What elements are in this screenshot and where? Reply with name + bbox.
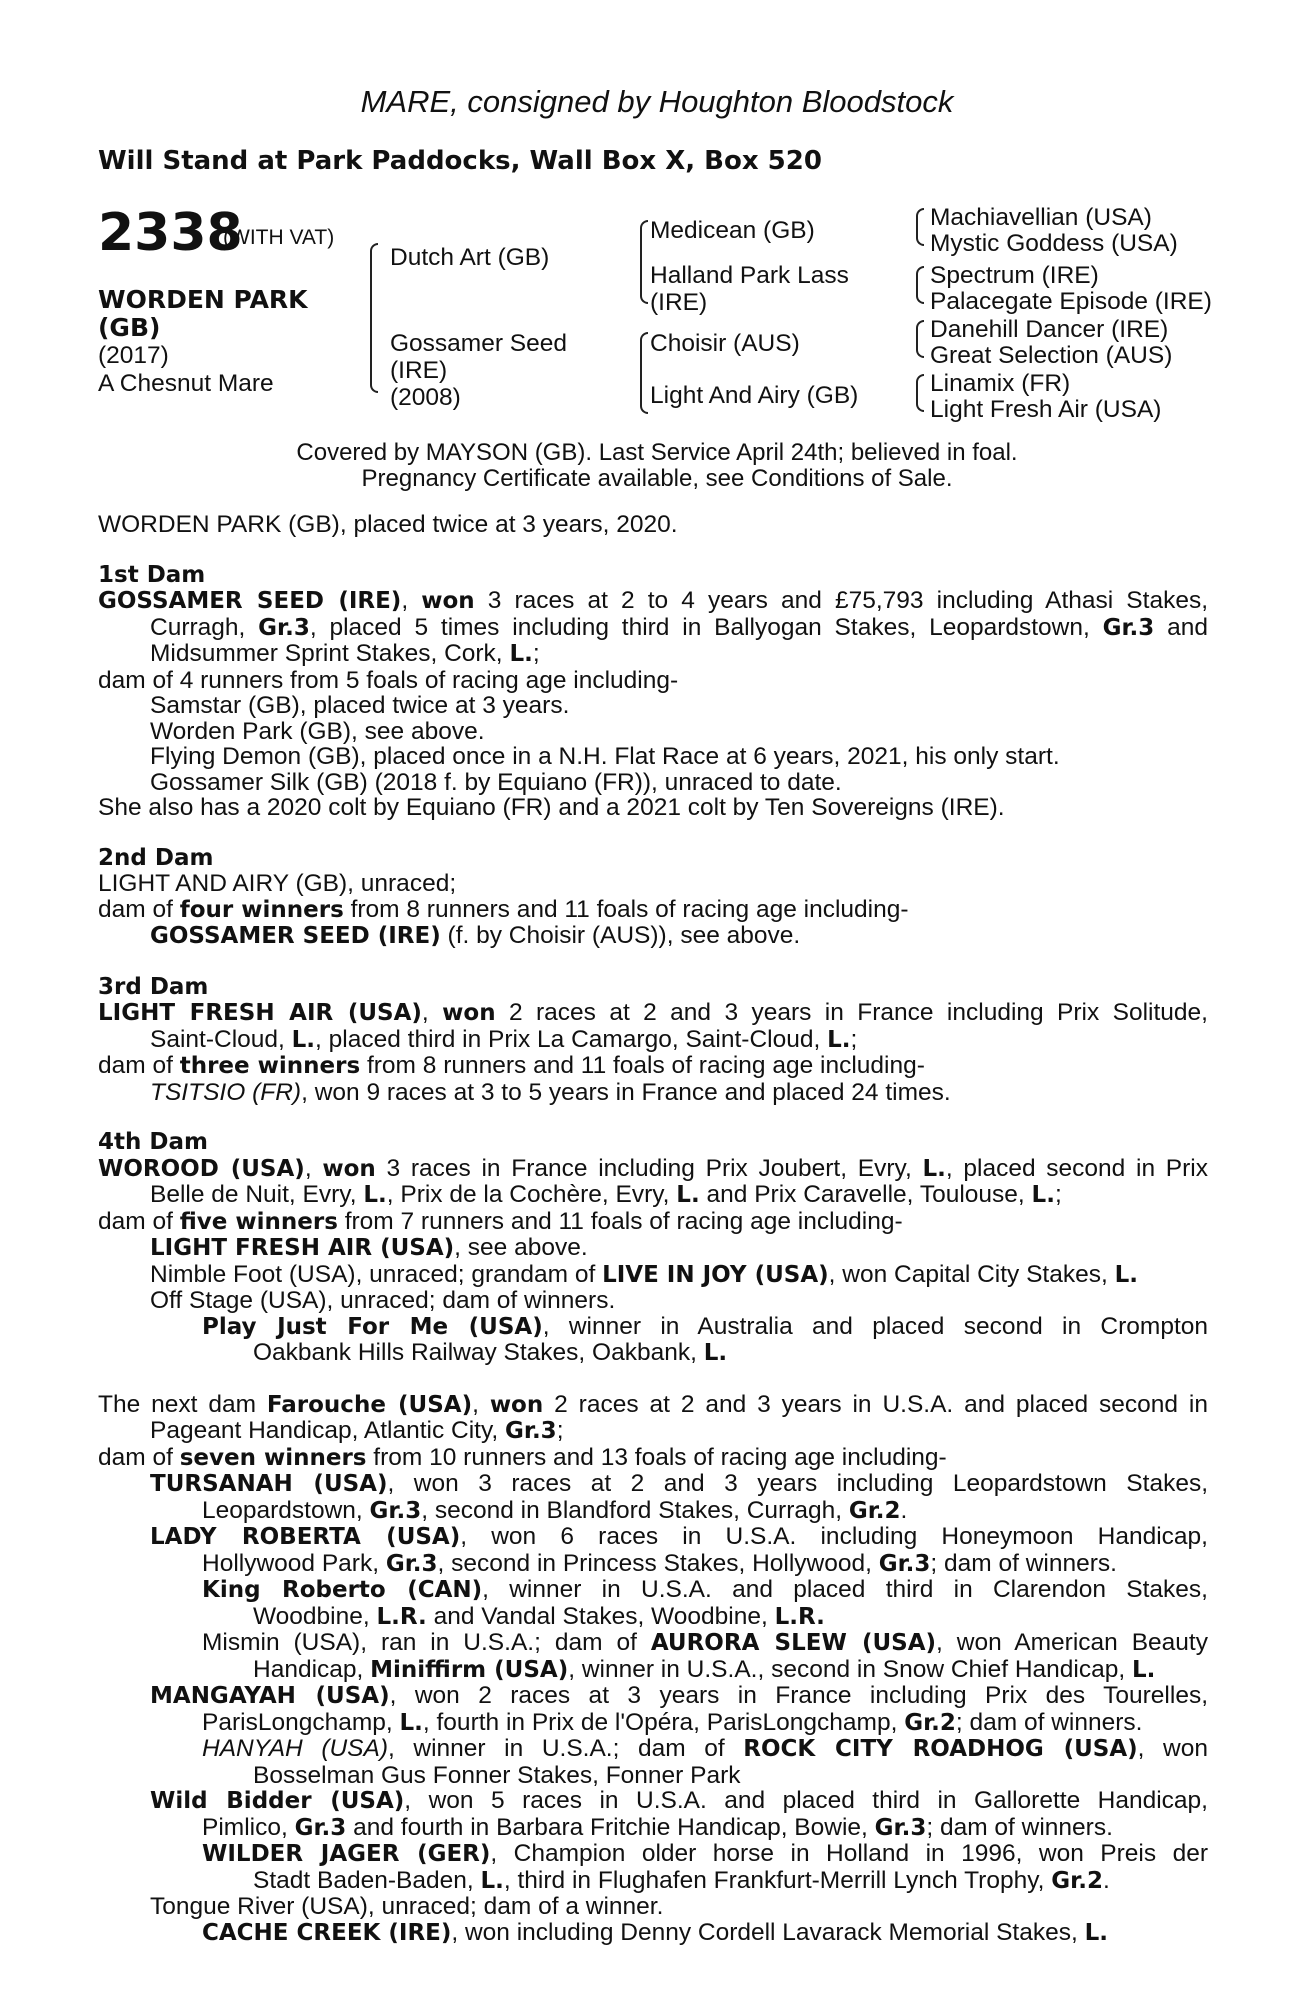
text: , second in Princess Stakes, Hollywood, [437, 1549, 879, 1577]
next-dam-line3 [98, 1445, 1208, 1472]
text: ParisLongchamp, [202, 1708, 400, 1736]
winners-count: seven winners [179, 1444, 367, 1471]
dam2-produce-1 [98, 923, 1208, 950]
grand-2: Mystic Goddess (USA) [930, 230, 1178, 257]
next-dam-line2 [98, 1418, 1208, 1445]
text: dam of [98, 895, 180, 923]
text: Leopardstown, [202, 1496, 370, 1524]
grand-8: Light Fresh Air (USA) [930, 396, 1162, 423]
grade: Gr.3 [874, 1814, 927, 1841]
text: , won 9 races at 3 to 5 years in France and placed 24 times. [301, 1078, 951, 1106]
dam2-heading: 2nd Dam [98, 844, 214, 871]
dam1-produce-2: Worden Park (GB), see above. [150, 717, 485, 745]
lady-roberta-line1 [98, 1524, 1208, 1551]
text: , placed 5 times including third in Ballyogan Stakes, Leopardstown, [309, 613, 1103, 641]
horse: HANYAH (USA) [202, 1735, 389, 1762]
horse: Play Just For Me (USA) [202, 1313, 543, 1340]
grand-5: Danehill Dancer (IRE) [930, 316, 1169, 343]
listed: L. [1132, 1656, 1156, 1683]
dam1-line3 [98, 641, 1208, 668]
dam4-line1: WOROOD (USA), won 3 races in France including Prix Joubert, Evry, L., placed second in Prix [98, 1154, 1208, 1182]
won: won [442, 1000, 496, 1026]
dam3-produce-1 [98, 1080, 1208, 1106]
text: from 10 runners and 13 foals of racing age including- [366, 1443, 947, 1471]
pedigree-brace-3a [916, 208, 924, 246]
dam-sire: Choisir (AUS) [650, 330, 800, 357]
covering-info [0, 440, 1314, 492]
horse: LIVE IN JOY (USA) [602, 1261, 829, 1288]
dam3-line1: LIGHT FRESH AIR (USA), won 2 races at 2 and 3 years in France including Prix Solitude, [98, 999, 1208, 1026]
grade: Gr.3 [294, 1814, 347, 1841]
dam-line2: (IRE) [390, 357, 448, 384]
pedigree-brace-2a [640, 220, 648, 304]
text: dam of [98, 1443, 180, 1471]
text: , won Capital City Stakes, [828, 1260, 1115, 1288]
dam4-produce-1 [98, 1235, 1208, 1262]
sire-sire: Medicean (GB) [650, 217, 815, 244]
text: ; [1054, 1181, 1062, 1208]
text: Curragh, [150, 613, 259, 641]
lot-number: 2338 [98, 203, 243, 263]
dam4-line3 [98, 1209, 1208, 1236]
grand-3: Spectrum (IRE) [930, 262, 1099, 289]
text: , won 5 races in U.S.A. and placed third in Gallorette Handicap, [404, 1787, 1208, 1814]
text: Hollywood Park, [202, 1549, 386, 1577]
text: and [1154, 613, 1208, 641]
dam4-produce-2 [98, 1262, 1208, 1289]
horse: LIGHT FRESH AIR (USA) [150, 1235, 455, 1261]
sire: Dutch Art (GB) [390, 244, 550, 271]
grand-1: Machiavellian (USA) [930, 204, 1152, 231]
listed: L. [703, 1340, 728, 1366]
grand-4: Palacegate Episode (IRE) [930, 288, 1212, 315]
sire-dam [650, 262, 849, 316]
horse-year: (2017) [98, 342, 169, 369]
dam1-heading: 1st Dam [98, 561, 206, 588]
lady-roberta-line2 [98, 1551, 1208, 1578]
dam-line1: Gossamer Seed [390, 330, 568, 357]
cache-creek-line [98, 1920, 1208, 1947]
text: ; [850, 1025, 858, 1053]
tongue-river-line: Tongue River (USA), unraced; dam of a winner. [150, 1893, 664, 1920]
grade: Gr.2 [904, 1709, 956, 1736]
king-roberto-line2 [98, 1604, 1208, 1631]
horse: LADY ROBERTA (USA) [150, 1524, 461, 1550]
text: , winner in U.S.A. and placed third in Clarendon Stakes, [482, 1576, 1208, 1603]
grade: Gr.3 [385, 1550, 438, 1577]
horse: WOROOD (USA) [98, 1155, 305, 1182]
text: , won including Denny Cordell Lavarack Memorial Stakes, [451, 1918, 1085, 1946]
text: , placed second in Prix [945, 1154, 1208, 1182]
page-title: MARE, consigned by Houghton Bloodstock [360, 84, 954, 119]
dam4-line2 [98, 1182, 1208, 1209]
text: , won 2 races at 3 years in France including Prix des Tourelles, [389, 1682, 1208, 1709]
dam [390, 330, 567, 411]
dam3-line2 [98, 1027, 1208, 1054]
produce-record [98, 512, 1208, 1946]
dam4-produce-4 [98, 1314, 1208, 1341]
sire-dam-line1: Halland Park Lass [650, 262, 849, 289]
listed: L. [363, 1182, 387, 1208]
horse-name-line2: (GB) [98, 313, 161, 342]
text: ; [532, 640, 540, 667]
won: won [322, 1155, 376, 1182]
grade: Gr.3 [258, 614, 310, 641]
text: The next dam [98, 1390, 267, 1418]
listed: L. [480, 1867, 504, 1894]
text: dam of [98, 1207, 180, 1235]
text: , Prix de la Cochère, Evry, [386, 1181, 677, 1208]
listed: L. [291, 1026, 316, 1053]
listed: L. [827, 1026, 851, 1053]
text: , third in Flughafen Frankfurt-Merrill Lynch Trophy, [503, 1866, 1052, 1894]
dam4-heading: 4th Dam [98, 1129, 208, 1155]
dam1-produce-1: Samstar (GB), placed twice at 3 years. [150, 692, 570, 719]
pedigree-brace-3b [916, 266, 924, 304]
listed: L. [1084, 1919, 1108, 1946]
king-roberto-line1 [98, 1577, 1208, 1604]
text: and Prix Caravelle, Toulouse, [699, 1181, 1032, 1208]
stand-location: Will Stand at Park Paddocks, Wall Box X, Box 520 [98, 146, 822, 176]
text: (f. by Choisir (AUS)), see above. [440, 922, 801, 949]
text: 2 races at 2 and 3 years in France including Prix Solitude, [495, 999, 1208, 1026]
dam1-also: She also has a 2020 colt by Equiano (FR) and a 2021 colt by Ten Sovereigns (IRE). [98, 794, 1005, 821]
text: dam of [98, 1052, 180, 1079]
lot-vat: (WITH VAT) [223, 226, 335, 249]
horse: WILDER JAGER (GER) [202, 1841, 491, 1867]
text: , see above. [454, 1234, 588, 1261]
text: , winner in U.S.A., second in Snow Chief Handicap, [568, 1655, 1132, 1683]
text: , won American Beauty [936, 1629, 1208, 1656]
text: . [900, 1496, 908, 1524]
pedigree-brace-2b [640, 332, 648, 414]
text: Stadt Baden-Baden, [253, 1866, 481, 1894]
listed: L.R. [774, 1603, 825, 1630]
text: Oakbank Hills Railway Stakes, Oakbank, [253, 1339, 704, 1366]
dam1-text: 3 races at 2 to 4 years and £75,793 including Athasi Stakes, [474, 587, 1208, 614]
horse: ROCK CITY ROADHOG (USA) [743, 1736, 1138, 1762]
text: , second in Blandford Stakes, Curragh, [421, 1496, 849, 1524]
horse-description: A Chesnut Mare [98, 370, 274, 397]
listed: L.R. [376, 1603, 427, 1630]
mismin-line1 [98, 1630, 1208, 1657]
dam1-produce-4: Gossamer Silk (GB) (2018 f. by Equiano (FR)), unraced to date. [150, 768, 842, 796]
text: , Champion older horse in Holland in 1996, won Preis der [490, 1840, 1208, 1867]
text: Nimble Foot (USA), unraced; grandam of [150, 1260, 603, 1288]
listed: L. [676, 1182, 700, 1208]
text: , won [1137, 1735, 1208, 1762]
tursanah-line1 [98, 1471, 1208, 1498]
dam1-produce-intro: dam of 4 runners from 5 foals of racing age including- [98, 666, 679, 694]
wilder-jager-line2 [98, 1868, 1208, 1895]
horse: AURORA SLEW (USA) [650, 1630, 937, 1656]
horse-name [98, 286, 308, 342]
dam-dam: Light And Airy (GB) [650, 382, 859, 409]
text: ; dam of winners. [926, 1813, 1113, 1841]
text: ; dam of winners. [930, 1549, 1117, 1577]
text: , won 6 races in U.S.A. including Honeymoon Handicap, [460, 1523, 1208, 1550]
horse: GOSSAMER SEED (IRE) [150, 923, 441, 949]
text: Belle de Nuit, Evry, [150, 1181, 364, 1208]
text: Pageant Handicap, Atlantic City, [150, 1417, 505, 1444]
next-dam-line1: The next dam Farouche (USA), won 2 races at 2 and 3 years in U.S.A. and placed second in [98, 1390, 1208, 1418]
dam1-line1: GOSSAMER SEED (IRE), won 3 races at 2 to 4 years and £75,793 including Athasi Stakes, [98, 587, 1208, 614]
dam3-line3 [98, 1053, 1208, 1080]
listed: L. [509, 641, 533, 667]
text: ; dam of winners. [955, 1708, 1143, 1736]
dam2-line2 [98, 897, 1208, 924]
covering-line2: Pregnancy Certificate available, see Conditions of Sale. [361, 465, 953, 492]
text: Handicap, [253, 1655, 371, 1683]
listed: L. [1114, 1261, 1139, 1288]
dam1-produce-3: Flying Demon (GB), placed once in a N.H. Flat Race at 6 years, 2021, his only start. [150, 743, 1060, 770]
dam1-won: won [421, 588, 475, 614]
text: ; [556, 1417, 564, 1444]
text: 3 races in France including Prix Joubert, Evry, [375, 1154, 923, 1182]
dam3-heading: 3rd Dam [98, 973, 209, 1000]
text: from 8 runners and 11 foals of racing age including- [360, 1052, 925, 1079]
horse: LIGHT FRESH AIR (USA) [98, 1000, 422, 1026]
dam-line3: (2008) [390, 384, 461, 411]
text: and Vandal Stakes, Woodbine, [426, 1602, 775, 1630]
pedigree-brace-1 [370, 243, 378, 393]
text: 2 races at 2 and 3 years in U.S.A. and placed second in [543, 1390, 1208, 1418]
text: from 8 runners and 11 foals of racing age including- [343, 895, 909, 923]
listed: L. [1031, 1182, 1055, 1208]
winners-count: five winners [179, 1208, 338, 1235]
winners-count: three winners [179, 1053, 361, 1079]
text: from 7 runners and 11 foals of racing age including- [337, 1207, 903, 1235]
grade: Gr.2 [848, 1497, 901, 1524]
dam1-name: GOSSAMER SEED (IRE) [98, 588, 402, 614]
grade: Gr.3 [505, 1418, 557, 1444]
horse: King Roberto (CAN) [202, 1577, 483, 1603]
tursanah-line2 [98, 1498, 1208, 1525]
mangayah-line2 [98, 1710, 1208, 1737]
grade: Gr.2 [1051, 1867, 1103, 1894]
text: , winner in U.S.A.; dam of [388, 1735, 744, 1762]
horse: MANGAYAH (USA) [150, 1683, 390, 1709]
horse-name-line1: WORDEN PARK [98, 285, 308, 314]
dam1-line2 [98, 615, 1208, 642]
grand-7: Linamix (FR) [930, 370, 1071, 397]
listed: L. [399, 1709, 423, 1736]
intro-line: WORDEN PARK (GB), placed twice at 3 years, 2020. [98, 511, 678, 538]
text: Woodbine, [253, 1602, 377, 1630]
text: , placed third in Prix La Camargo, Saint-Cloud, [315, 1025, 828, 1053]
horse: Farouche (USA) [266, 1391, 473, 1418]
text: . [1102, 1866, 1110, 1894]
horse: CACHE CREEK (IRE) [202, 1919, 452, 1946]
text: , winner in Australia and placed second in Crompton [542, 1312, 1208, 1340]
sire-dam-line2: (IRE) [650, 289, 708, 316]
hanyah-line2: Bosselman Gus Fonner Stakes, Fonner Park [253, 1761, 741, 1789]
covering-line1: Covered by MAYSON (GB). Last Service April 24th; believed in foal. [296, 439, 1018, 466]
wild-bidder-line1 [98, 1788, 1208, 1815]
horse: Wild Bidder (USA) [150, 1788, 405, 1814]
text: Saint-Cloud, [150, 1025, 292, 1053]
mangayah-line1 [98, 1683, 1208, 1710]
won: won [489, 1391, 544, 1418]
dam4-produce-3: Off Stage (USA), unraced; dam of winners. [150, 1287, 616, 1314]
grade: Gr.3 [1102, 614, 1155, 641]
grade: Gr.3 [878, 1550, 931, 1577]
pedigree-brace-3d [916, 374, 924, 412]
grand-6: Great Selection (AUS) [930, 342, 1173, 369]
horse: TURSANAH (USA) [150, 1471, 388, 1497]
listed: L. [922, 1155, 946, 1182]
wild-bidder-line2 [98, 1815, 1208, 1842]
winners-count: four winners [179, 896, 344, 923]
wilder-jager-line1 [98, 1841, 1208, 1868]
text: , won 3 races at 2 and 3 years including Leopardstown Stakes, [387, 1470, 1208, 1497]
pedigree-brace-3c [916, 320, 924, 358]
mismin-line2 [98, 1657, 1208, 1684]
text: Mismin (USA), ran in U.S.A.; dam of [202, 1629, 651, 1656]
horse: TSITSIO (FR) [150, 1078, 302, 1106]
text: Pimlico, [202, 1813, 295, 1841]
text: and fourth in Barbara Fritchie Handicap, Bowie, [346, 1813, 875, 1841]
text: Midsummer Sprint Stakes, Cork, [150, 640, 510, 667]
dam4-produce-4b [98, 1340, 1208, 1367]
text: , fourth in Prix de l'Opéra, ParisLongchamp, [422, 1708, 905, 1736]
hanyah-line1 [98, 1736, 1208, 1763]
dam2-line1: LIGHT AND AIRY (GB), unraced; [98, 870, 457, 897]
horse: Miniffirm (USA) [370, 1656, 569, 1683]
grade: Gr.3 [369, 1497, 422, 1524]
